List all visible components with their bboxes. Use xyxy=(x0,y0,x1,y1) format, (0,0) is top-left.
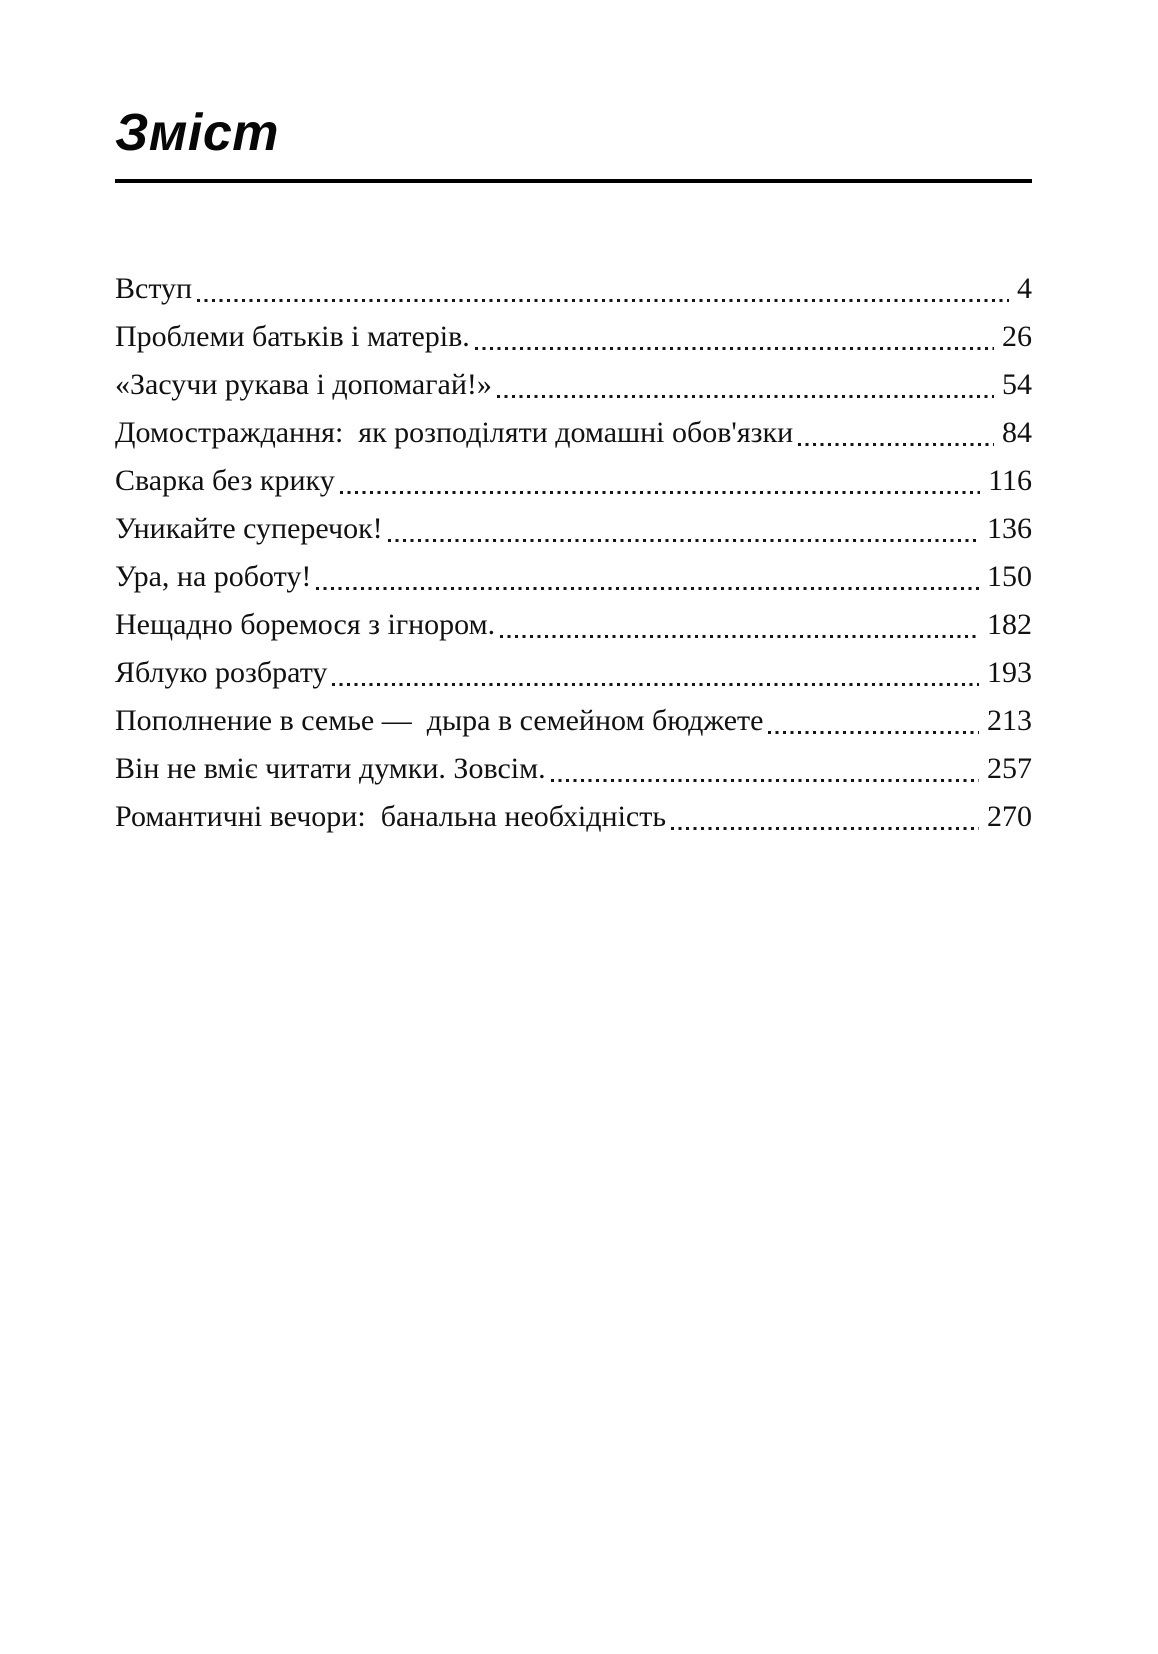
toc-page-number: 270 xyxy=(987,800,1032,833)
toc-row xyxy=(115,313,1032,361)
toc-entry-label: Яблуко розбрату xyxy=(115,656,328,689)
toc-page-number: 257 xyxy=(987,752,1032,785)
toc-row xyxy=(115,505,1032,553)
toc-entry-label: Домостраждання: як розподіляти домашні обов'язки xyxy=(115,416,794,449)
toc-entry-label: Ура, на роботу! xyxy=(115,560,312,593)
toc-page-number: 193 xyxy=(987,656,1032,689)
toc-page-number: 84 xyxy=(1002,416,1032,449)
toc xyxy=(115,265,1032,841)
toc-page-number: 26 xyxy=(1002,320,1032,353)
toc-row xyxy=(115,361,1032,409)
toc-row xyxy=(115,553,1032,601)
toc-entry-label: Він не вміє читати думки. Зовсім. xyxy=(115,752,546,785)
toc-row xyxy=(115,409,1032,457)
page-title: Зміст xyxy=(115,104,279,162)
toc-row xyxy=(115,649,1032,697)
toc-row xyxy=(115,745,1032,793)
toc-dotted-leader xyxy=(497,395,994,398)
title-rule xyxy=(115,179,1032,183)
toc-dotted-leader xyxy=(768,731,979,734)
toc-dotted-leader xyxy=(671,827,979,830)
toc-dotted-leader xyxy=(340,491,980,494)
toc-page-number: 150 xyxy=(987,560,1032,593)
toc-row xyxy=(115,457,1032,505)
toc-page-number: 213 xyxy=(987,704,1032,737)
toc-dotted-leader xyxy=(316,587,979,590)
toc-page-number: 116 xyxy=(988,464,1032,497)
toc-dotted-leader xyxy=(551,779,979,782)
toc-dotted-leader xyxy=(798,443,994,446)
toc-entry-label: Уникайте суперечок! xyxy=(115,512,383,545)
toc-entry-label: Проблеми батьків і матерів. xyxy=(115,320,470,353)
toc-dotted-leader xyxy=(475,347,994,350)
toc-page-number: 54 xyxy=(1002,368,1032,401)
toc-entry-label: Романтичні вечори: банальна необхідність xyxy=(115,800,667,833)
toc-row xyxy=(115,265,1032,313)
toc-entry-label: Пополнение в семье — дыра в семейном бюджете xyxy=(115,704,764,737)
toc-page-number: 182 xyxy=(987,608,1032,641)
toc-entry-label: Нещадно боремося з ігнором. xyxy=(115,608,496,641)
toc-dotted-leader xyxy=(197,299,1009,302)
toc-row xyxy=(115,601,1032,649)
toc-dotted-leader xyxy=(500,635,979,638)
toc-entry-label: Сварка без крику xyxy=(115,464,335,497)
toc-row xyxy=(115,793,1032,841)
toc-dotted-leader xyxy=(388,539,979,542)
toc-row xyxy=(115,697,1032,745)
toc-dotted-leader xyxy=(332,683,979,686)
toc-entry-label: Вступ xyxy=(115,272,193,305)
toc-entry-label: «Засучи рукава і допомагай!» xyxy=(115,368,492,401)
toc-page-number: 4 xyxy=(1017,272,1032,305)
toc-page-number: 136 xyxy=(987,512,1032,545)
